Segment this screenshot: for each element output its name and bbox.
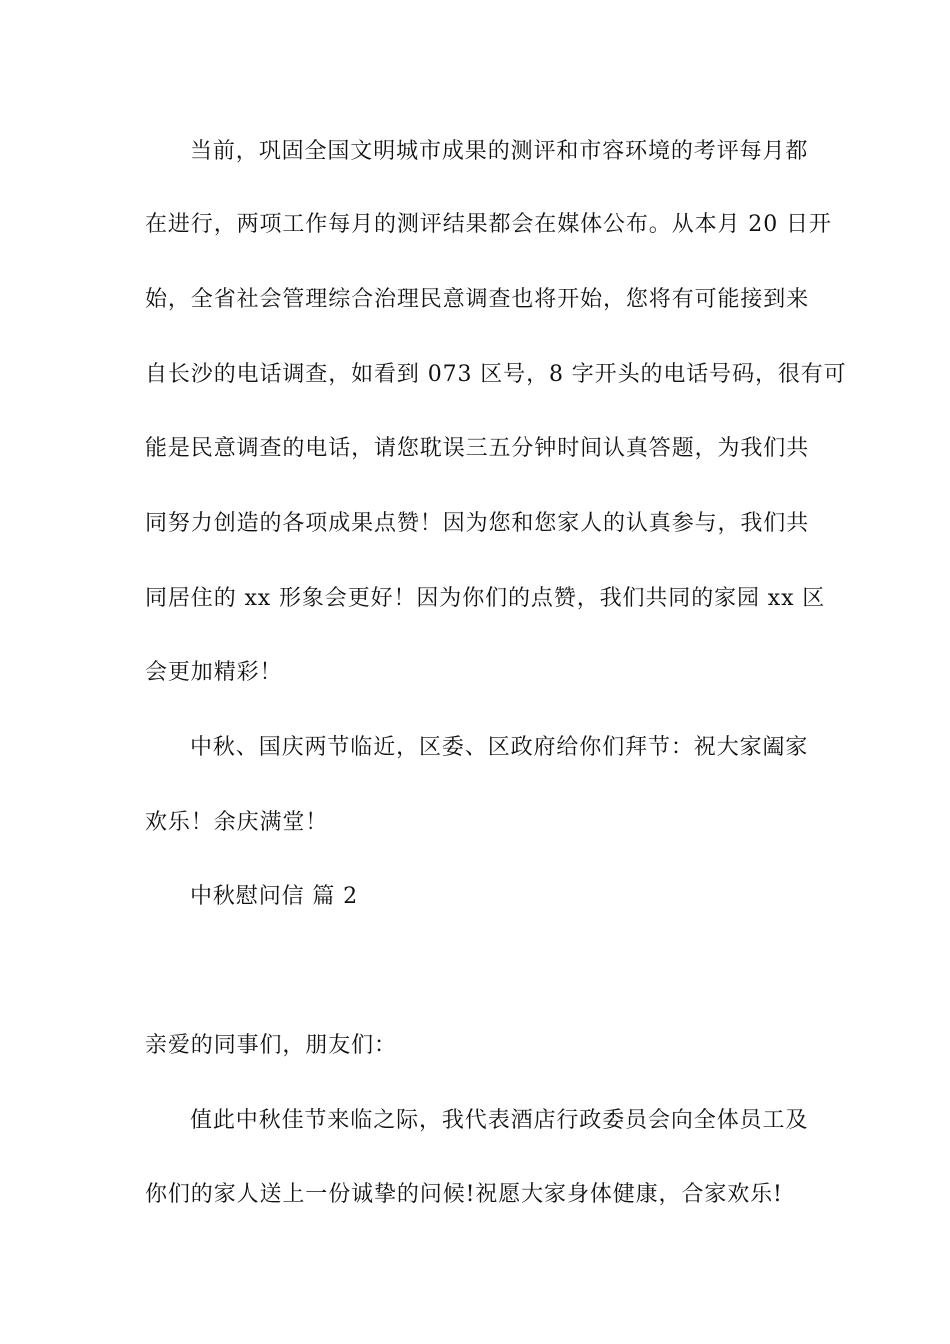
paragraph-line: 中秋、国庆两节临近，区委、区政府给你们拜节：祝大家阖家 — [190, 735, 809, 760]
paragraph-line: 同居住的 xx 形象会更好！因为你们的点赞，我们共同的家园 xx 区 — [145, 586, 826, 611]
paragraph-line: 同努力创造的各项成果点赞！因为您和您家人的认真参与，我们共 — [145, 511, 810, 536]
paragraph-line: 自长沙的电话调查，如看到 073 区号，8 字开头的电话号码，很有可 — [145, 362, 847, 387]
paragraph-line: 在进行，两项工作每月的测评结果都会在媒体公布。从本月 20 日开 — [145, 212, 832, 237]
section-heading: 中秋慰问信 篇 2 — [190, 884, 359, 909]
paragraph-line: 能是民意调查的电话，请您耽误三五分钟时间认真答题，为我们共 — [145, 436, 810, 461]
paragraph-line: 你们的家人送上一份诚挚的问候!祝愿大家身体健康，合家欢乐! — [145, 1182, 783, 1207]
paragraph-line: 欢乐！余庆满堂！ — [145, 810, 329, 835]
paragraph-line: 当前，巩固全国文明城市成果的测评和市容环境的考评每月都 — [190, 139, 809, 164]
salutation: 亲爱的同事们，朋友们： — [145, 1033, 397, 1058]
paragraph-line: 值此中秋佳节来临之际，我代表酒店行政委员会向全体员工及 — [190, 1108, 809, 1133]
paragraph-line: 会更加精彩！ — [145, 660, 283, 685]
paragraph-line: 始，全省社会管理综合治理民意调查也将开始，您将有可能接到来 — [145, 287, 810, 312]
